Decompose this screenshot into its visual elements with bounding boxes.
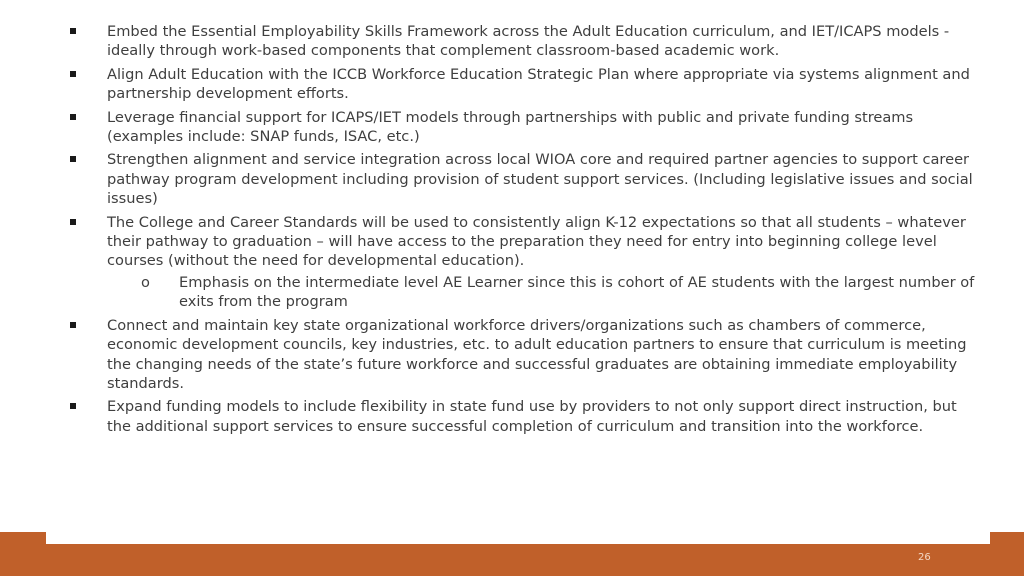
bullet-item	[70, 150, 980, 208]
square-bullet-icon	[70, 219, 76, 225]
bullet-text: Strengthen alignment and service integration across local WIOA core and required partner agencies to support career pathway program development including provision of student support services. (Including legislative issues and social issues)	[107, 151, 973, 208]
bullet-text: Leverage financial support for ICAPS/IET models through partnerships with public and private funding streams (examples include: SNAP funds, ISAC, etc.)	[107, 108, 914, 146]
square-bullet-icon	[70, 156, 76, 162]
square-bullet-icon	[70, 28, 76, 34]
accent-bar-right	[990, 532, 1024, 544]
bullet-item	[70, 22, 980, 61]
square-bullet-icon	[70, 71, 76, 77]
sub-bullet-item	[70, 273, 980, 312]
bullet-text: Expand funding models to include flexibility in state fund use by providers to not only support direct instruction, but the additional support services to ensure successful completion of curriculum and transition into the workforce.	[107, 398, 957, 435]
bullet-text: Align Adult Education with the ICCB Workforce Education Strategic Plan where appropriate via systems alignment and partnership development efforts.	[107, 65, 970, 103]
page-number: 26	[918, 552, 931, 563]
square-bullet-icon	[70, 322, 76, 328]
accent-bar-left	[0, 532, 46, 544]
bullet-item	[70, 213, 980, 271]
bullet-text: The College and Career Standards will be used to consistently align K-12 expectations so that all students – whatever their pathway to graduation – will have access to the preparation they need for entry into beginning college level courses (without the need for developmental education).	[107, 213, 966, 270]
bullet-text: Connect and maintain key state organizational workforce drivers/organizations such as chambers of commerce, economic development councils, key industries, etc. to adult education partners to ensure that curriculum is meeting the changing needs of the state’s future workforce and successful graduates are obtaining immediate employability standards.	[107, 316, 967, 392]
bullet-item	[70, 108, 980, 147]
square-bullet-icon	[70, 114, 76, 120]
square-bullet-icon	[70, 403, 76, 409]
bullet-item	[70, 316, 980, 394]
bullet-text: Embed the Essential Employability Skills Framework across the Adult Education curriculum, and IET/ICAPS models - ideally through work-based components that complement classroom-based academic work.	[107, 23, 950, 60]
footer-bar	[0, 544, 1024, 576]
sub-bullet-text: Emphasis on the intermediate level AE Learner since this is cohort of AE students with the largest number of exits from the program	[179, 273, 975, 311]
bullet-item	[70, 65, 980, 104]
bullet-item	[70, 397, 980, 436]
bullet-list	[70, 22, 980, 440]
circle-bullet-icon: o	[141, 273, 150, 291]
